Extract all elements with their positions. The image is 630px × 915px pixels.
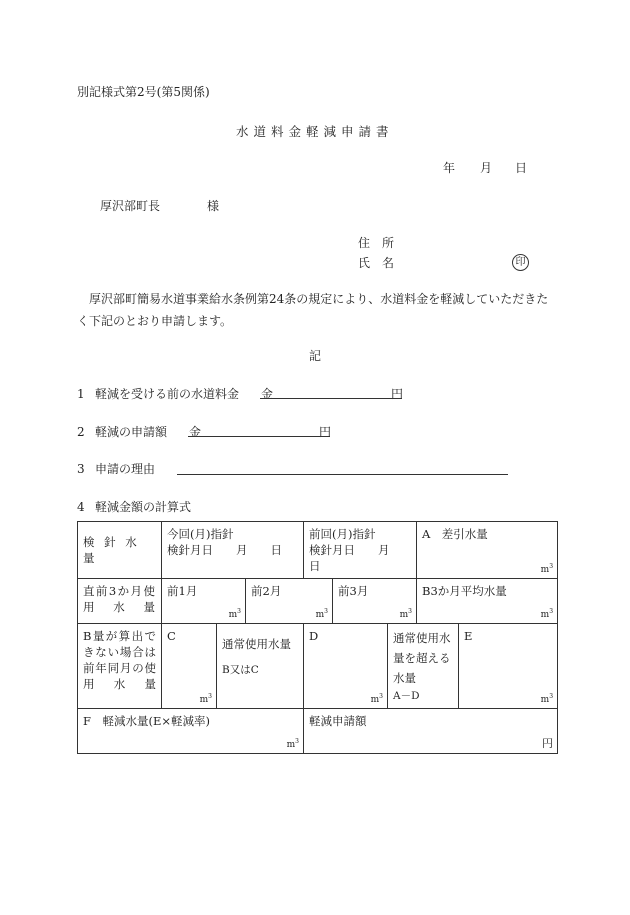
form-number: 別記様式第2号(第5関係) bbox=[77, 85, 210, 99]
month2-cell[interactable] bbox=[246, 579, 333, 624]
item2-suffix: 円 bbox=[319, 425, 332, 439]
meter-reading-label: 検 針 水 量 bbox=[83, 535, 140, 565]
table-row bbox=[78, 709, 558, 754]
item4-number: 4 bbox=[77, 500, 85, 514]
normal-usage-label: 通常使用水量 bbox=[222, 637, 291, 651]
page-title: 水道料金軽減申請書 bbox=[236, 124, 394, 139]
seal-mark: 印 bbox=[512, 254, 529, 271]
e-cell[interactable] bbox=[459, 624, 558, 709]
b-unit: $m^3$ bbox=[540, 608, 554, 620]
prior-year-label: B量が算出できない場合は前年同月の使用水量 bbox=[83, 629, 156, 691]
c-cell[interactable] bbox=[162, 624, 217, 709]
item1-amount-line[interactable] bbox=[260, 398, 402, 399]
three-month-label: 直前3か月使用水量 bbox=[83, 584, 156, 614]
requested-amount-unit: 円 bbox=[542, 737, 554, 750]
item2-number: 2 bbox=[77, 425, 85, 439]
a-minus-d-label: A－D bbox=[393, 690, 420, 702]
table-row bbox=[78, 579, 558, 624]
c-label: C bbox=[167, 629, 176, 643]
name-label: 氏 名 bbox=[358, 256, 395, 270]
current-reading-date: 検針月日 月 日 bbox=[167, 543, 282, 557]
d-unit: $m^3$ bbox=[370, 693, 383, 705]
previous-reading-cell[interactable] bbox=[304, 522, 417, 579]
month1-label: 前1月 bbox=[167, 584, 198, 598]
a-difference-label: A 差引水量 bbox=[422, 527, 488, 541]
month3-cell[interactable] bbox=[333, 579, 417, 624]
requested-amount-label: 軽減申請額 bbox=[309, 714, 367, 728]
prior-year-label-cell bbox=[78, 624, 162, 709]
table-row bbox=[78, 522, 558, 579]
f-reduction-cell[interactable] bbox=[78, 709, 304, 754]
item3-reason-line[interactable] bbox=[177, 474, 508, 475]
addressee-name: 厚沢部町長 bbox=[100, 199, 161, 213]
month3-unit: $m^3$ bbox=[399, 608, 412, 620]
body-paragraph: 厚沢部町簡易水道事業給水条例第24条の規定により、水道料金を軽減していただきたく下記のとおり申請します。 bbox=[77, 292, 549, 328]
month2-unit: $m^3$ bbox=[315, 608, 328, 620]
item3-label: 申請の理由 bbox=[95, 462, 156, 476]
month1-cell[interactable] bbox=[162, 579, 246, 624]
e-unit: $m^3$ bbox=[540, 693, 554, 705]
previous-reading-label: 前回(月)指針 bbox=[309, 527, 376, 541]
over-usage-label: 通常使用水量を超える水量 bbox=[393, 631, 451, 685]
f-reduction-label: F 軽減水量(E×軽減率) bbox=[83, 714, 210, 728]
b-average-cell[interactable] bbox=[417, 579, 558, 624]
e-label: E bbox=[464, 629, 473, 643]
calculation-table bbox=[77, 521, 558, 754]
item4-label: 軽減金額の計算式 bbox=[95, 500, 192, 514]
d-label: D bbox=[309, 629, 319, 643]
item1-prefix: 金 bbox=[261, 387, 274, 401]
meter-reading-label-cell bbox=[78, 522, 162, 579]
b-average-label: B3か月平均水量 bbox=[422, 584, 507, 598]
item2-label: 軽減の申請額 bbox=[95, 425, 168, 439]
normal-usage-cell bbox=[217, 624, 304, 709]
current-reading-label: 今回(月)指針 bbox=[167, 527, 234, 541]
three-month-label-cell bbox=[78, 579, 162, 624]
item1-suffix: 円 bbox=[391, 387, 404, 401]
item1-label: 軽減を受ける前の水道料金 bbox=[95, 387, 240, 401]
over-usage-cell bbox=[388, 624, 459, 709]
a-difference-cell[interactable] bbox=[417, 522, 558, 579]
ki-heading: 記 bbox=[309, 349, 322, 363]
month1-unit: $m^3$ bbox=[228, 608, 241, 620]
previous-reading-date: 検針月日 月 日 bbox=[309, 543, 413, 573]
table-row bbox=[78, 624, 558, 709]
month3-label: 前3月 bbox=[338, 584, 369, 598]
requested-amount-cell[interactable] bbox=[304, 709, 558, 754]
d-cell[interactable] bbox=[304, 624, 388, 709]
date-day-label: 日 bbox=[515, 161, 528, 175]
current-reading-cell[interactable] bbox=[162, 522, 304, 579]
address-label: 住 所 bbox=[358, 236, 395, 250]
f-unit: $m^3$ bbox=[286, 738, 299, 750]
month2-label: 前2月 bbox=[251, 584, 282, 598]
date-month-label: 月 bbox=[480, 161, 493, 175]
a-unit: $m^3$ bbox=[540, 563, 554, 575]
addressee-honorific: 様 bbox=[207, 199, 220, 213]
item2-amount-line[interactable] bbox=[188, 436, 330, 437]
item3-number: 3 bbox=[77, 462, 85, 476]
item2-prefix: 金 bbox=[189, 425, 202, 439]
b-or-c-label: B又はC bbox=[222, 664, 259, 676]
c-unit: $m^3$ bbox=[199, 693, 212, 705]
item1-number: 1 bbox=[77, 387, 85, 401]
date-year-label: 年 bbox=[443, 161, 456, 175]
